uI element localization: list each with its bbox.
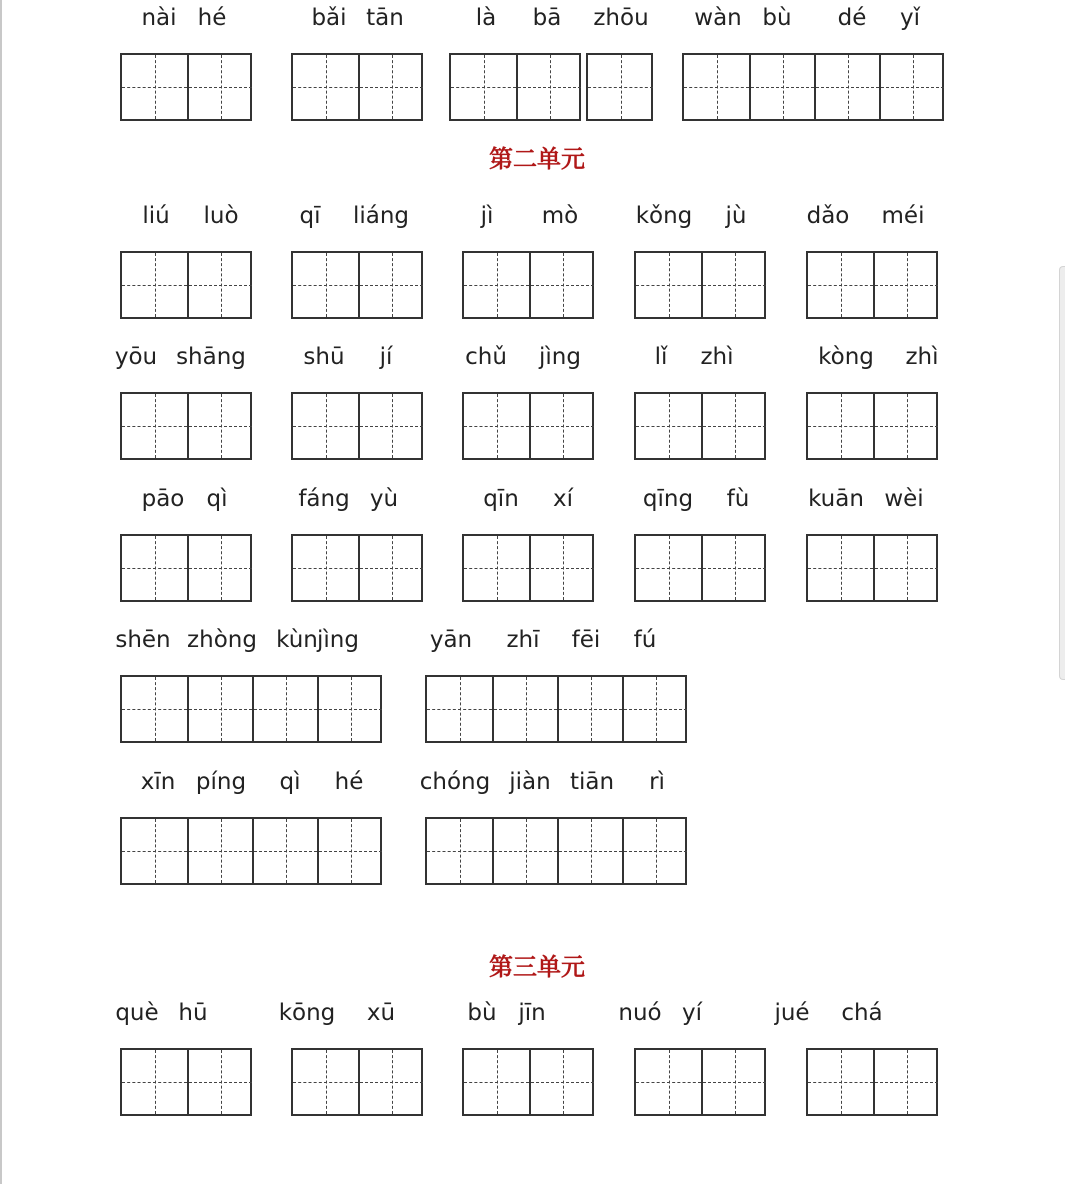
tianzige-cell[interactable]	[187, 819, 252, 883]
tianzige-box[interactable]	[120, 534, 252, 602]
tianzige-cell[interactable]	[293, 536, 358, 600]
tianzige-cell[interactable]	[317, 819, 382, 883]
tianzige-cell[interactable]	[873, 394, 938, 458]
tianzige-cell[interactable]	[122, 536, 187, 600]
tianzige-cell[interactable]	[879, 55, 944, 119]
pinyin-syllable: jiàn	[509, 769, 551, 795]
pinyin-syllable: fú	[633, 627, 657, 653]
tianzige-cell[interactable]	[358, 394, 423, 458]
tianzige-box[interactable]	[682, 53, 944, 121]
pinyin-syllable: zhī	[506, 627, 540, 653]
pinyin-syllable: tān	[366, 5, 404, 31]
pinyin-syllable: kōng	[278, 1000, 336, 1026]
tianzige-cell[interactable]	[317, 677, 382, 741]
pinyin-syllable: hé	[197, 5, 227, 31]
pinyin-syllable: jí	[379, 344, 393, 370]
pinyin-syllable: kòng	[818, 344, 874, 370]
tianzige-box[interactable]	[462, 392, 594, 460]
tianzige-cell[interactable]	[427, 677, 492, 741]
tianzige-box[interactable]	[586, 53, 653, 121]
tianzige-cell[interactable]	[808, 394, 873, 458]
pinyin-syllable: bǎi	[311, 5, 347, 31]
tianzige-cell[interactable]	[451, 55, 516, 119]
tianzige-cell[interactable]	[187, 1050, 252, 1114]
pinyin-syllable: yǐ	[899, 5, 921, 31]
tianzige-box[interactable]	[291, 53, 423, 121]
pinyin-syllable: jīn	[518, 1000, 546, 1026]
tianzige-cell[interactable]	[187, 536, 252, 600]
tianzige-cell[interactable]	[293, 55, 358, 119]
pinyin-syllable: liáng	[352, 203, 410, 229]
pinyin-syllable: jìng	[539, 344, 581, 370]
tianzige-cell[interactable]	[358, 1050, 423, 1114]
tianzige-cell[interactable]	[187, 677, 252, 741]
tianzige-cell[interactable]	[464, 536, 529, 600]
tianzige-cell[interactable]	[873, 536, 938, 600]
tianzige-cell[interactable]	[636, 1050, 701, 1114]
pinyin-syllable: yí	[681, 1000, 703, 1026]
pinyin-syllable: kùn	[276, 627, 318, 653]
pinyin-syllable: là	[475, 5, 497, 31]
tianzige-cell[interactable]	[187, 394, 252, 458]
tianzige-cell[interactable]	[529, 536, 594, 600]
tianzige-cell[interactable]	[808, 536, 873, 600]
pinyin-syllable: jù	[725, 203, 747, 229]
pinyin-syllable: bù	[762, 5, 792, 31]
tianzige-box[interactable]	[634, 1048, 766, 1116]
pinyin-syllable: què	[115, 1000, 159, 1026]
pinyin-syllable: shāng	[176, 344, 246, 370]
pinyin-syllable: yān	[429, 627, 473, 653]
pinyin-syllable: méi	[881, 203, 925, 229]
tianzige-cell[interactable]	[293, 1050, 358, 1114]
tianzige-cell[interactable]	[358, 253, 423, 317]
tianzige-cell[interactable]	[808, 1050, 873, 1114]
pinyin-syllable: mò	[541, 203, 579, 229]
pinyin-syllable: nài	[141, 5, 177, 31]
tianzige-cell[interactable]	[529, 1050, 594, 1114]
tianzige-cell[interactable]	[814, 55, 879, 119]
tianzige-box[interactable]	[291, 534, 423, 602]
tianzige-cell[interactable]	[622, 819, 687, 883]
pinyin-syllable: bā	[532, 5, 562, 31]
pinyin-syllable: dé	[837, 5, 867, 31]
pinyin-syllable: zhōu	[593, 5, 649, 31]
tianzige-cell[interactable]	[622, 677, 687, 741]
pinyin-syllable: fù	[726, 486, 750, 512]
pinyin-syllable: luò	[203, 203, 239, 229]
tianzige-cell[interactable]	[464, 1050, 529, 1114]
tianzige-box[interactable]	[291, 251, 423, 319]
pinyin-syllable: jì	[480, 203, 494, 229]
tianzige-box[interactable]	[634, 534, 766, 602]
tianzige-cell[interactable]	[529, 253, 594, 317]
pinyin-syllable: kuān	[808, 486, 864, 512]
tianzige-cell[interactable]	[122, 677, 187, 741]
tianzige-cell[interactable]	[358, 536, 423, 600]
tianzige-cell[interactable]	[358, 55, 423, 119]
tianzige-cell[interactable]	[187, 55, 252, 119]
tianzige-cell[interactable]	[684, 55, 749, 119]
unit-heading-3: 第三单元	[489, 953, 585, 981]
pinyin-syllable: hū	[178, 1000, 208, 1026]
pinyin-syllable: pāo	[141, 486, 185, 512]
tianzige-box[interactable]	[120, 53, 252, 121]
tianzige-cell[interactable]	[122, 394, 187, 458]
tianzige-cell[interactable]	[464, 394, 529, 458]
pinyin-syllable: qīng	[642, 486, 694, 512]
tianzige-cell[interactable]	[122, 819, 187, 883]
pinyin-syllable: dǎo	[806, 203, 850, 229]
pinyin-syllable: qì	[206, 486, 228, 512]
pinyin-syllable: qīn	[483, 486, 519, 512]
tianzige-cell[interactable]	[492, 677, 557, 741]
tianzige-box[interactable]	[120, 675, 382, 743]
tianzige-cell[interactable]	[557, 677, 622, 741]
tianzige-box[interactable]	[462, 534, 594, 602]
tianzige-cell[interactable]	[122, 55, 187, 119]
pinyin-syllable: xū	[366, 1000, 396, 1026]
pinyin-syllable: lǐ	[654, 344, 668, 370]
tianzige-box[interactable]	[634, 251, 766, 319]
pinyin-syllable: kǒng	[635, 203, 693, 229]
pinyin-syllable: wèi	[884, 486, 924, 512]
tianzige-box[interactable]	[449, 53, 581, 121]
pinyin-syllable: qì	[279, 769, 301, 795]
tianzige-cell[interactable]	[252, 819, 317, 883]
tianzige-box[interactable]	[425, 817, 687, 885]
tianzige-box[interactable]	[806, 251, 938, 319]
pinyin-syllable: píng	[195, 769, 247, 795]
tianzige-box[interactable]	[291, 1048, 423, 1116]
tianzige-cell[interactable]	[701, 253, 766, 317]
pinyin-syllable: zhì	[905, 344, 939, 370]
pinyin-syllable: xí	[552, 486, 574, 512]
tianzige-cell[interactable]	[701, 536, 766, 600]
tianzige-box[interactable]	[806, 534, 938, 602]
pinyin-syllable: jué	[774, 1000, 810, 1026]
tianzige-box[interactable]	[634, 392, 766, 460]
pinyin-syllable: jìng	[317, 627, 359, 653]
pinyin-syllable: rì	[649, 769, 665, 795]
tianzige-cell[interactable]	[187, 253, 252, 317]
pinyin-syllable: liú	[142, 203, 170, 229]
tianzige-cell[interactable]	[701, 1050, 766, 1114]
tianzige-cell[interactable]	[588, 55, 653, 119]
pinyin-syllable: yōu	[114, 344, 158, 370]
tianzige-cell[interactable]	[427, 819, 492, 883]
pinyin-syllable: tiān	[569, 769, 615, 795]
tianzige-cell[interactable]	[516, 55, 581, 119]
tianzige-cell[interactable]	[464, 253, 529, 317]
pinyin-syllable: zhòng	[187, 627, 257, 653]
tianzige-cell[interactable]	[636, 253, 701, 317]
tianzige-box[interactable]	[806, 1048, 938, 1116]
tianzige-cell[interactable]	[293, 394, 358, 458]
pinyin-syllable: chá	[841, 1000, 883, 1026]
tianzige-cell[interactable]	[808, 253, 873, 317]
tianzige-box[interactable]	[806, 392, 938, 460]
pinyin-syllable: chǔ	[465, 344, 507, 370]
pinyin-syllable: zhì	[700, 344, 734, 370]
tianzige-cell[interactable]	[557, 819, 622, 883]
tianzige-cell[interactable]	[529, 394, 594, 458]
pinyin-syllable: shēn	[115, 627, 171, 653]
pinyin-syllable: xīn	[140, 769, 176, 795]
tianzige-cell[interactable]	[252, 677, 317, 741]
pinyin-syllable: fēi	[571, 627, 601, 653]
pinyin-syllable: wàn	[694, 5, 742, 31]
pinyin-syllable: fáng	[298, 486, 350, 512]
tianzige-cell[interactable]	[701, 394, 766, 458]
pinyin-syllable: chóng	[419, 769, 491, 795]
unit-heading-2: 第二单元	[489, 145, 585, 173]
tianzige-cell[interactable]	[122, 253, 187, 317]
pinyin-syllable: shū	[303, 344, 345, 370]
tianzige-box[interactable]	[291, 392, 423, 460]
tianzige-box[interactable]	[120, 392, 252, 460]
pinyin-syllable: hé	[334, 769, 364, 795]
tianzige-box[interactable]	[425, 675, 687, 743]
tianzige-cell[interactable]	[122, 1050, 187, 1114]
tianzige-cell[interactable]	[293, 253, 358, 317]
tianzige-box[interactable]	[120, 251, 252, 319]
pinyin-syllable: yù	[369, 486, 399, 512]
pinyin-syllable: nuó	[618, 1000, 662, 1026]
tianzige-cell[interactable]	[873, 253, 938, 317]
tianzige-box[interactable]	[120, 1048, 252, 1116]
tianzige-cell[interactable]	[873, 1050, 938, 1114]
tianzige-box[interactable]	[462, 1048, 594, 1116]
pinyin-syllable: bù	[467, 1000, 497, 1026]
tianzige-cell[interactable]	[636, 536, 701, 600]
tianzige-box[interactable]	[462, 251, 594, 319]
tianzige-box[interactable]	[120, 817, 382, 885]
tianzige-cell[interactable]	[749, 55, 814, 119]
tianzige-cell[interactable]	[492, 819, 557, 883]
pinyin-syllable: qī	[299, 203, 321, 229]
tianzige-cell[interactable]	[636, 394, 701, 458]
